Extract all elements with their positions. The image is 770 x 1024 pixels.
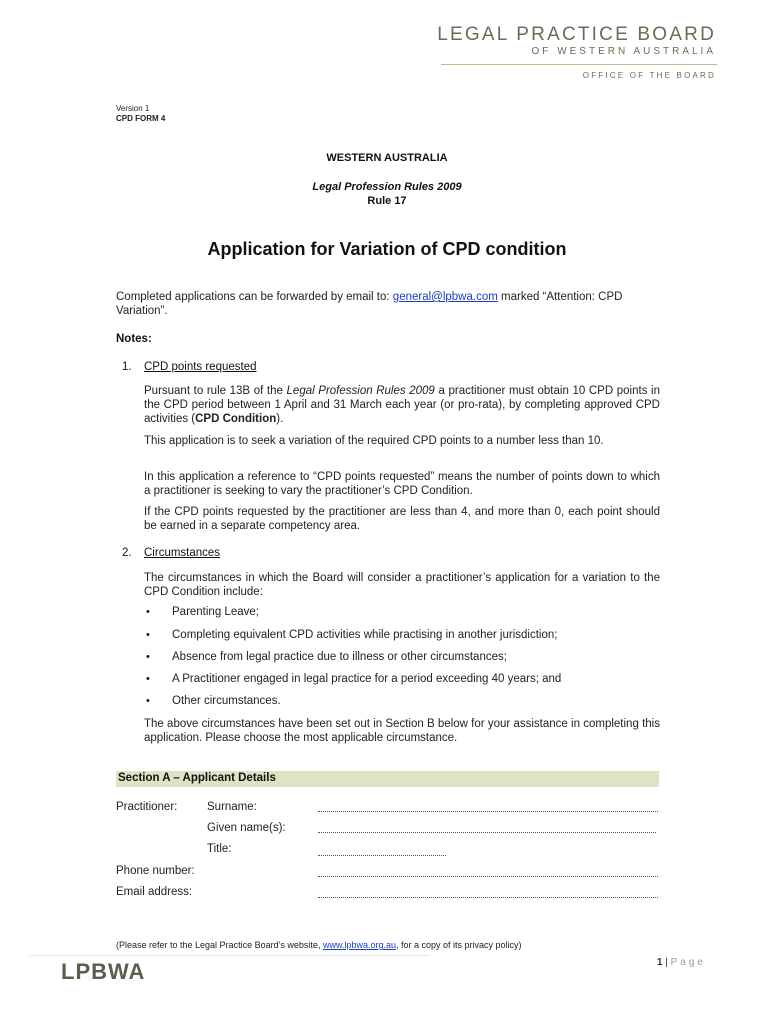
jurisdiction-heading: WESTERN AUSTRALIA bbox=[326, 152, 448, 164]
page-title: Application for Variation of CPD condition bbox=[207, 239, 567, 259]
email-link[interactable]: general@lpbwa.com bbox=[392, 291, 498, 303]
letterhead-subtitle: OF WESTERN AUSTRALIA bbox=[531, 46, 716, 57]
note-paragraph bbox=[144, 384, 660, 426]
rule-heading: Rule 17 bbox=[367, 195, 407, 207]
bullet-icon: • bbox=[146, 673, 150, 685]
bullet-icon: • bbox=[146, 606, 150, 618]
page-number-value: 1 bbox=[656, 957, 663, 968]
email-address-label: Email address: bbox=[116, 886, 193, 898]
note-text: Pursuant to rule 13B of the bbox=[144, 385, 287, 397]
notes-label: Notes: bbox=[116, 333, 152, 345]
footer-divider bbox=[30, 955, 430, 956]
note-text: a practitioner must obtain 10 CPD points in the CPD period between 1 April and 31 March each year (or pro-rata), by completing approved CPD activities ( bbox=[144, 385, 661, 425]
title-label: Title: bbox=[207, 843, 232, 855]
list-item: Parenting Leave; bbox=[172, 606, 259, 618]
list-item: A Practitioner engaged in legal practice for a period exceeding 40 years; and bbox=[172, 673, 562, 685]
form-number: CPD FORM 4 bbox=[116, 114, 166, 123]
letterhead-office: OFFICE OF THE BOARD bbox=[582, 71, 716, 80]
privacy-link[interactable]: www.lpbwa.org.au bbox=[322, 940, 396, 950]
privacy-text: , for a copy of its privacy policy) bbox=[396, 940, 522, 950]
bullet-icon: • bbox=[146, 695, 150, 707]
note-paragraph: In this application a reference to “CPD points requested” means the number of points down to which a practitioner is seeking to vary the practitioner’s CPD Condition. bbox=[144, 471, 660, 497]
note-paragraph: If the CPD points requested by the practitioner are less than 4, and more than 0, each point should be earned in a separate competency area. bbox=[144, 506, 660, 532]
list-item: Absence from legal practice due to illness or other circumstances; bbox=[172, 651, 507, 663]
note-text-bold: CPD Condition bbox=[195, 413, 277, 425]
logo-text: LPBWA bbox=[61, 959, 146, 984]
email-address-field[interactable] bbox=[318, 897, 658, 898]
given-names-field[interactable] bbox=[318, 832, 656, 833]
note-paragraph: The circumstances in which the Board will consider a practitioner’s application for a variation to the CPD Condition include: bbox=[144, 572, 660, 598]
note-number: 2. bbox=[122, 547, 132, 559]
surname-label: Surname: bbox=[207, 801, 257, 813]
note-number: 1. bbox=[122, 361, 132, 373]
phone-label: Phone number: bbox=[116, 865, 195, 877]
privacy-note bbox=[116, 940, 522, 950]
practitioner-label: Practitioner: bbox=[116, 801, 178, 813]
given-names-label: Given name(s): bbox=[207, 822, 286, 834]
note-paragraph: The above circumstances have been set out in Section B below for your assistance in completing this application. Please choose the most applicable circumstance. bbox=[144, 718, 660, 744]
form-version: Version 1 bbox=[116, 104, 150, 113]
act-heading: Legal Profession Rules 2009 bbox=[312, 181, 462, 193]
privacy-text: (Please refer to the Legal Practice Board’s website, bbox=[116, 940, 323, 950]
letterhead-divider bbox=[441, 64, 717, 65]
title-field[interactable] bbox=[318, 855, 446, 856]
note-text: ). bbox=[276, 413, 284, 425]
phone-field[interactable] bbox=[318, 876, 658, 877]
list-item: Other circumstances. bbox=[172, 695, 281, 707]
note-text-italic: Legal Profession Rules 2009 bbox=[286, 385, 435, 397]
page-number bbox=[657, 957, 706, 968]
list-item: Completing equivalent CPD activities while practising in another jurisdiction; bbox=[172, 629, 558, 641]
intro-paragraph bbox=[116, 290, 660, 318]
lpbwa-logo bbox=[61, 958, 169, 984]
letterhead-title: LEGAL PRACTICE BOARD bbox=[437, 24, 716, 45]
page-separator: | bbox=[662, 957, 671, 968]
note-paragraph: This application is to seek a variation of the required CPD points to a number less than 10. bbox=[144, 435, 604, 447]
surname-field[interactable] bbox=[318, 811, 658, 812]
section-a-title: Section A – Applicant Details bbox=[118, 772, 276, 784]
intro-text-before: Completed applications can be forwarded by email to: bbox=[116, 291, 393, 303]
bullet-icon: • bbox=[146, 651, 150, 663]
intro-text-after: marked “Attention: CPD Variation”. bbox=[116, 291, 623, 317]
bullet-icon: • bbox=[146, 629, 150, 641]
page-word: Page bbox=[670, 957, 706, 968]
note-heading: CPD points requested bbox=[144, 361, 257, 373]
note-heading: Circumstances bbox=[144, 547, 221, 559]
